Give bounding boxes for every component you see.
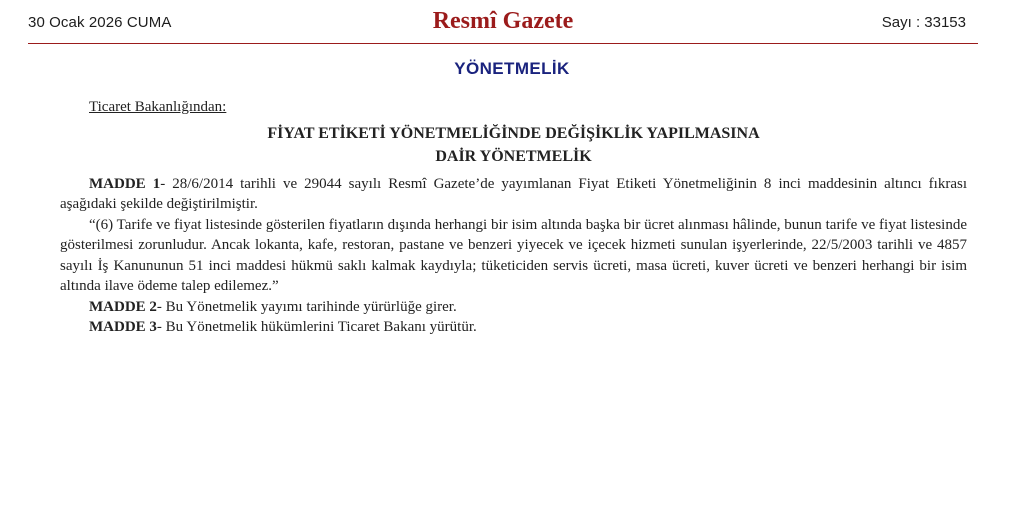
- regulation-title: [60, 122, 967, 168]
- header-divider: [28, 43, 978, 44]
- article-3: [60, 317, 967, 338]
- issue-date: 30 Ocak 2026 CUMA: [28, 14, 172, 31]
- article-2-text: - Bu Yönetmelik yayımı tarihinde yürürlüğe girer.: [156, 298, 457, 315]
- article-2-label: MADDE 2: [89, 298, 157, 315]
- article-3-label: MADDE 3: [89, 319, 157, 335]
- issue-number: Sayı : 33153: [881, 14, 966, 31]
- regulation-title-line-2: DAİR YÖNETMELİK: [435, 147, 592, 165]
- regulation-body: [60, 97, 967, 338]
- article-1: [60, 174, 967, 215]
- article-3-text: - Bu Yönetmelik hükümlerini Ticaret Bakanı yürütür.: [156, 319, 477, 335]
- gazette-masthead: Resmî Gazete: [432, 8, 574, 34]
- amended-paragraph: “(6) Tarife ve fiyat listesinde gösterilen fiyatların dışında herhangi bir isim altında başka bir ücret alınması hâlinde, bunun tarife ve fiyat listesinde gösterilmesi zorunludur. Ancak lokanta, kafe, restoran, pastane ve benzeri yiyecek ve içecek hizmeti sunulan işyerlerinde, 22/5/2003 tarihli ve 4857 sayılı İş Kanununun 51 inci maddesi hükmü saklı kalmak kaydıyla; tüketiciden servis ücreti, masa ücreti, kuver ücreti ve benzeri herhangi bir isim altında ilave ödeme talep edilemez.”: [60, 216, 967, 294]
- gazette-header: [28, 0, 978, 44]
- article-1-text: - 28/6/2014 tarihli ve 29044 sayılı Resmî Gazete’de yayımlanan Fiyat Etiketi Yönetmeliğinin 8 inci maddesinin altıncı fıkrası aşağıdaki şekilde değiştirilmiştir.: [60, 175, 967, 212]
- section-label: YÖNETMELİK: [454, 59, 570, 78]
- article-2: [60, 297, 967, 318]
- article-1-label: MADDE 1: [89, 175, 161, 192]
- regulation-title-line-1: FİYAT ETİKETİ YÖNETMELİĞİNDE DEĞİŞİKLİK YAPILMASINA: [267, 124, 760, 142]
- issuing-ministry: Ticaret Bakanlığından:: [89, 99, 227, 115]
